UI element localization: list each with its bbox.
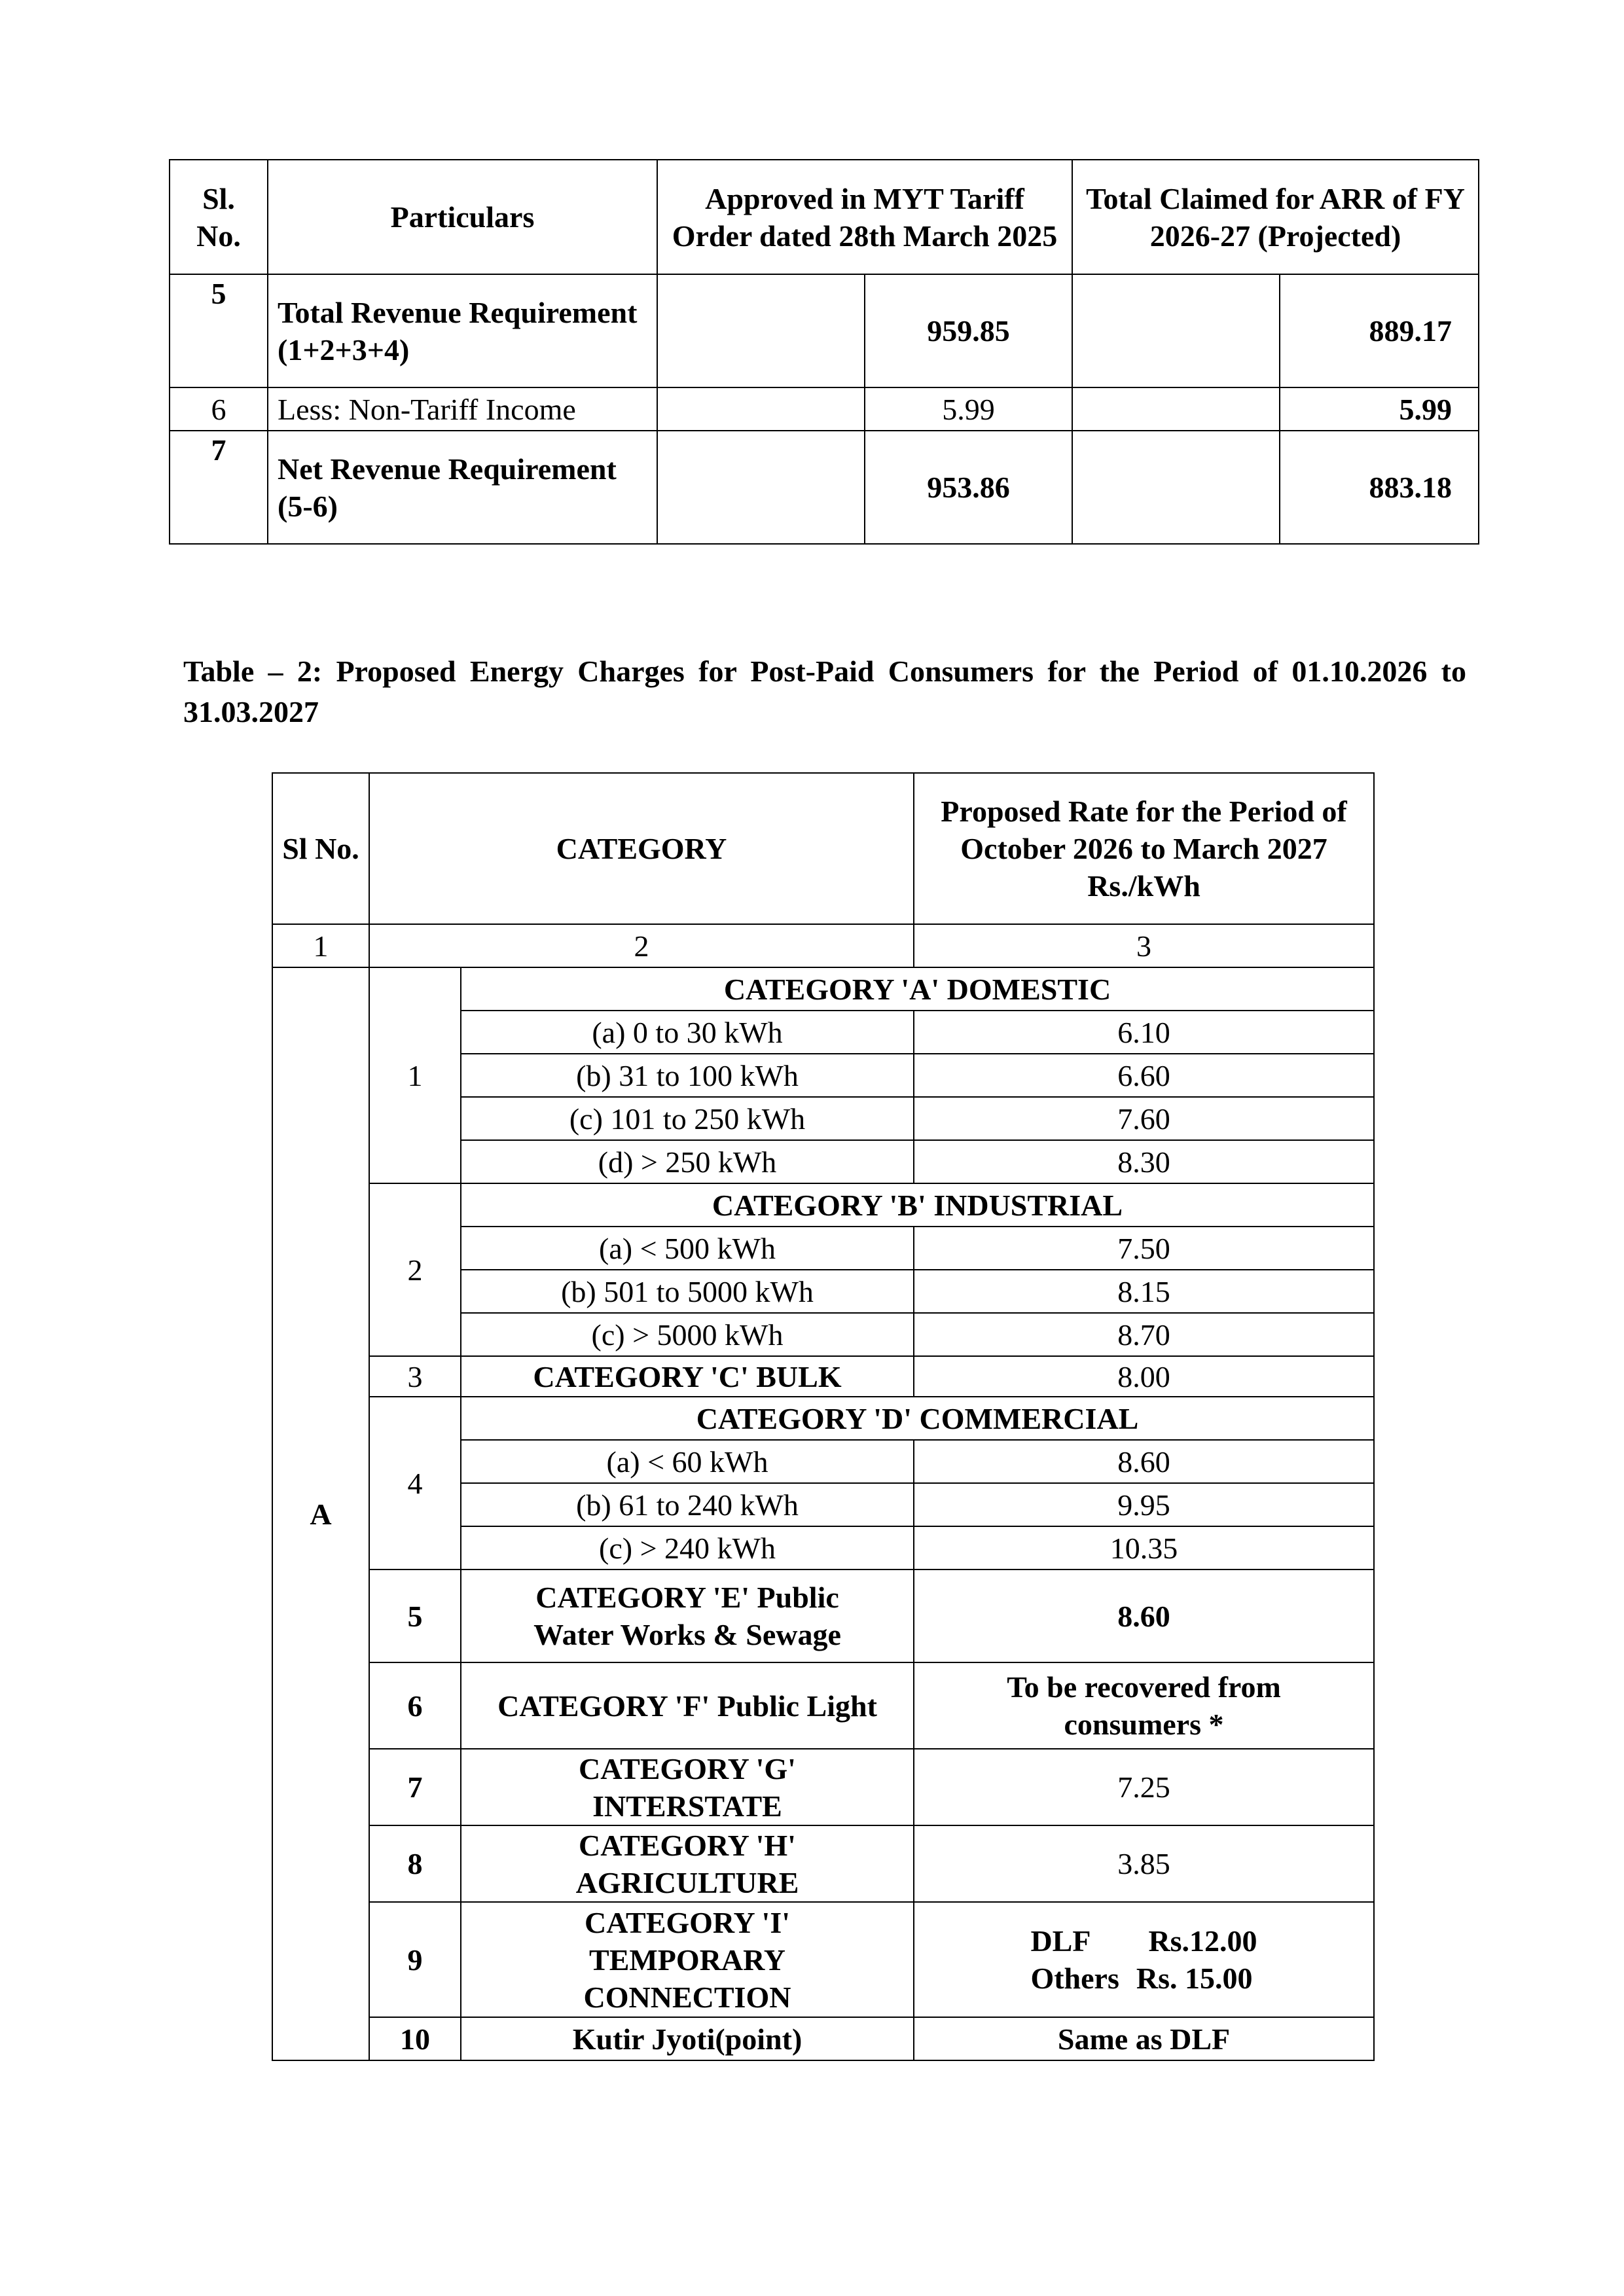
category-rate [914, 1902, 1374, 2017]
slab-label: (a) 0 to 30 kWh [461, 1011, 914, 1054]
dlf-label: DLF [1030, 1924, 1091, 1958]
temporary-rates [1030, 1922, 1257, 1997]
empty-cell [1072, 274, 1280, 387]
slab-rate: 8.70 [914, 1313, 1374, 1356]
slab-rate: 10.35 [914, 1526, 1374, 1570]
table-row [170, 274, 1479, 387]
header-rate: Proposed Rate for the Period of October 2026 to March 2027 Rs./kWh [914, 773, 1374, 924]
row-sl: 10 [369, 2017, 461, 2060]
rate-line: To be recovered from [1007, 1670, 1281, 1704]
title-line: TEMPORARY [589, 1943, 785, 1977]
slab-rate: 6.10 [914, 1011, 1374, 1054]
slab-label: (b) 31 to 100 kWh [461, 1054, 914, 1097]
title-line: Water Works & Sewage [533, 1618, 841, 1651]
slab-label: (c) > 240 kWh [461, 1526, 914, 1570]
category-rate: 3.85 [914, 1825, 1374, 1902]
row-sl: 6 [170, 387, 268, 431]
table-row [272, 1183, 1374, 1227]
title-line: CONNECTION [583, 1980, 791, 2014]
slab-label: (c) 101 to 250 kWh [461, 1097, 914, 1140]
category-title: CATEGORY 'F' Public Light [461, 1662, 914, 1749]
table-row [272, 1902, 1374, 2017]
slab-label: (a) < 500 kWh [461, 1227, 914, 1270]
table-header-row [170, 160, 1479, 274]
header-sl-no: Sl. No. [170, 160, 268, 274]
column-number-row [272, 924, 1374, 967]
category-title: CATEGORY 'D' COMMERCIAL [461, 1397, 1374, 1440]
row-sl: 7 [369, 1749, 461, 1825]
row-claimed: 889.17 [1280, 274, 1479, 387]
row-approved: 959.85 [865, 274, 1072, 387]
title-line: CATEGORY 'E' Public [535, 1581, 839, 1614]
revenue-requirement-table [169, 159, 1479, 545]
dlf-rate: Rs.12.00 [1148, 1924, 1257, 1958]
group-label: A [272, 967, 369, 2060]
table-row [170, 387, 1479, 431]
slab-rate: 9.95 [914, 1483, 1374, 1526]
col-number: 1 [272, 924, 369, 967]
slab-label: (d) > 250 kWh [461, 1140, 914, 1183]
col-number: 3 [914, 924, 1374, 967]
row-sl: 9 [369, 1902, 461, 2017]
row-sl: 5 [369, 1570, 461, 1662]
title-line: INTERSTATE [592, 1789, 782, 1823]
table-2-caption: Table – 2: Proposed Energy Charges for Post-Paid Consumers for the Period of 01.10.2026 to 31.03.2027 [183, 655, 1466, 728]
title-line: CATEGORY 'H' [579, 1828, 796, 1862]
category-rate: 8.00 [914, 1356, 1374, 1397]
category-rate: 8.60 [914, 1570, 1374, 1662]
row-sl: 8 [369, 1825, 461, 1902]
table-row [272, 967, 1374, 1011]
header-particulars: Particulars [268, 160, 657, 274]
others-rate: Rs. 15.00 [1136, 1962, 1253, 1995]
table-header-row [272, 773, 1374, 924]
row-sl: 6 [369, 1662, 461, 1749]
row-sl: 7 [170, 431, 268, 544]
header-sl-no: Sl No. [272, 773, 369, 924]
header-category: CATEGORY [369, 773, 914, 924]
table-row [272, 1570, 1374, 1662]
col-number: 2 [369, 924, 914, 967]
category-rate [914, 1662, 1374, 1749]
empty-cell [1072, 387, 1280, 431]
slab-label: (b) 61 to 240 kWh [461, 1483, 914, 1526]
row-sl: 4 [369, 1397, 461, 1570]
row-claimed: 5.99 [1280, 387, 1479, 431]
slab-label: (a) < 60 kWh [461, 1440, 914, 1483]
slab-rate: 7.50 [914, 1227, 1374, 1270]
row-sl: 3 [369, 1356, 461, 1397]
table-row [170, 431, 1479, 544]
slab-label: (b) 501 to 5000 kWh [461, 1270, 914, 1313]
empty-cell [657, 387, 865, 431]
category-title [461, 1749, 914, 1825]
empty-cell [657, 431, 865, 544]
category-title: CATEGORY 'B' INDUSTRIAL [461, 1183, 1374, 1227]
rate-line: consumers * [1064, 1708, 1224, 1741]
row-sl: 2 [369, 1183, 461, 1356]
category-rate: 7.25 [914, 1749, 1374, 1825]
slab-rate: 6.60 [914, 1054, 1374, 1097]
row-sl: 5 [170, 274, 268, 387]
table-row [272, 1825, 1374, 1902]
empty-cell [1072, 431, 1280, 544]
category-title [461, 1825, 914, 1902]
slab-rate: 7.60 [914, 1097, 1374, 1140]
table-row [272, 2017, 1374, 2060]
category-title [461, 1570, 914, 1662]
row-sl: 1 [369, 967, 461, 1183]
category-rate: Same as DLF [914, 2017, 1374, 2060]
row-claimed: 883.18 [1280, 431, 1479, 544]
others-label: Others [1030, 1962, 1119, 1995]
row-approved: 953.86 [865, 431, 1072, 544]
header-approved: Approved in MYT Tariff Order dated 28th March 2025 [657, 160, 1072, 274]
header-claimed: Total Claimed for ARR of FY 2026-27 (Projected) [1072, 160, 1479, 274]
slab-rate: 8.30 [914, 1140, 1374, 1183]
category-title [461, 1902, 914, 2017]
title-line: CATEGORY 'I' [584, 1905, 791, 1939]
title-line: AGRICULTURE [575, 1865, 799, 1899]
table-row [272, 1749, 1374, 1825]
row-particulars: Net Revenue Requirement (5-6) [268, 431, 657, 544]
category-title: CATEGORY 'C' BULK [461, 1356, 914, 1397]
table-row [272, 1662, 1374, 1749]
slab-rate: 8.60 [914, 1440, 1374, 1483]
empty-cell [657, 274, 865, 387]
title-line: CATEGORY 'G' [579, 1751, 796, 1785]
table-row [272, 1397, 1374, 1440]
slab-label: (c) > 5000 kWh [461, 1313, 914, 1356]
category-title: Kutir Jyoti(point) [461, 2017, 914, 2060]
energy-charges-table [272, 772, 1375, 2061]
row-particulars: Less: Non-Tariff Income [268, 387, 657, 431]
row-particulars: Total Revenue Requirement (1+2+3+4) [268, 274, 657, 387]
row-approved: 5.99 [865, 387, 1072, 431]
slab-rate: 8.15 [914, 1270, 1374, 1313]
table-row [272, 1356, 1374, 1397]
category-title: CATEGORY 'A' DOMESTIC [461, 967, 1374, 1011]
